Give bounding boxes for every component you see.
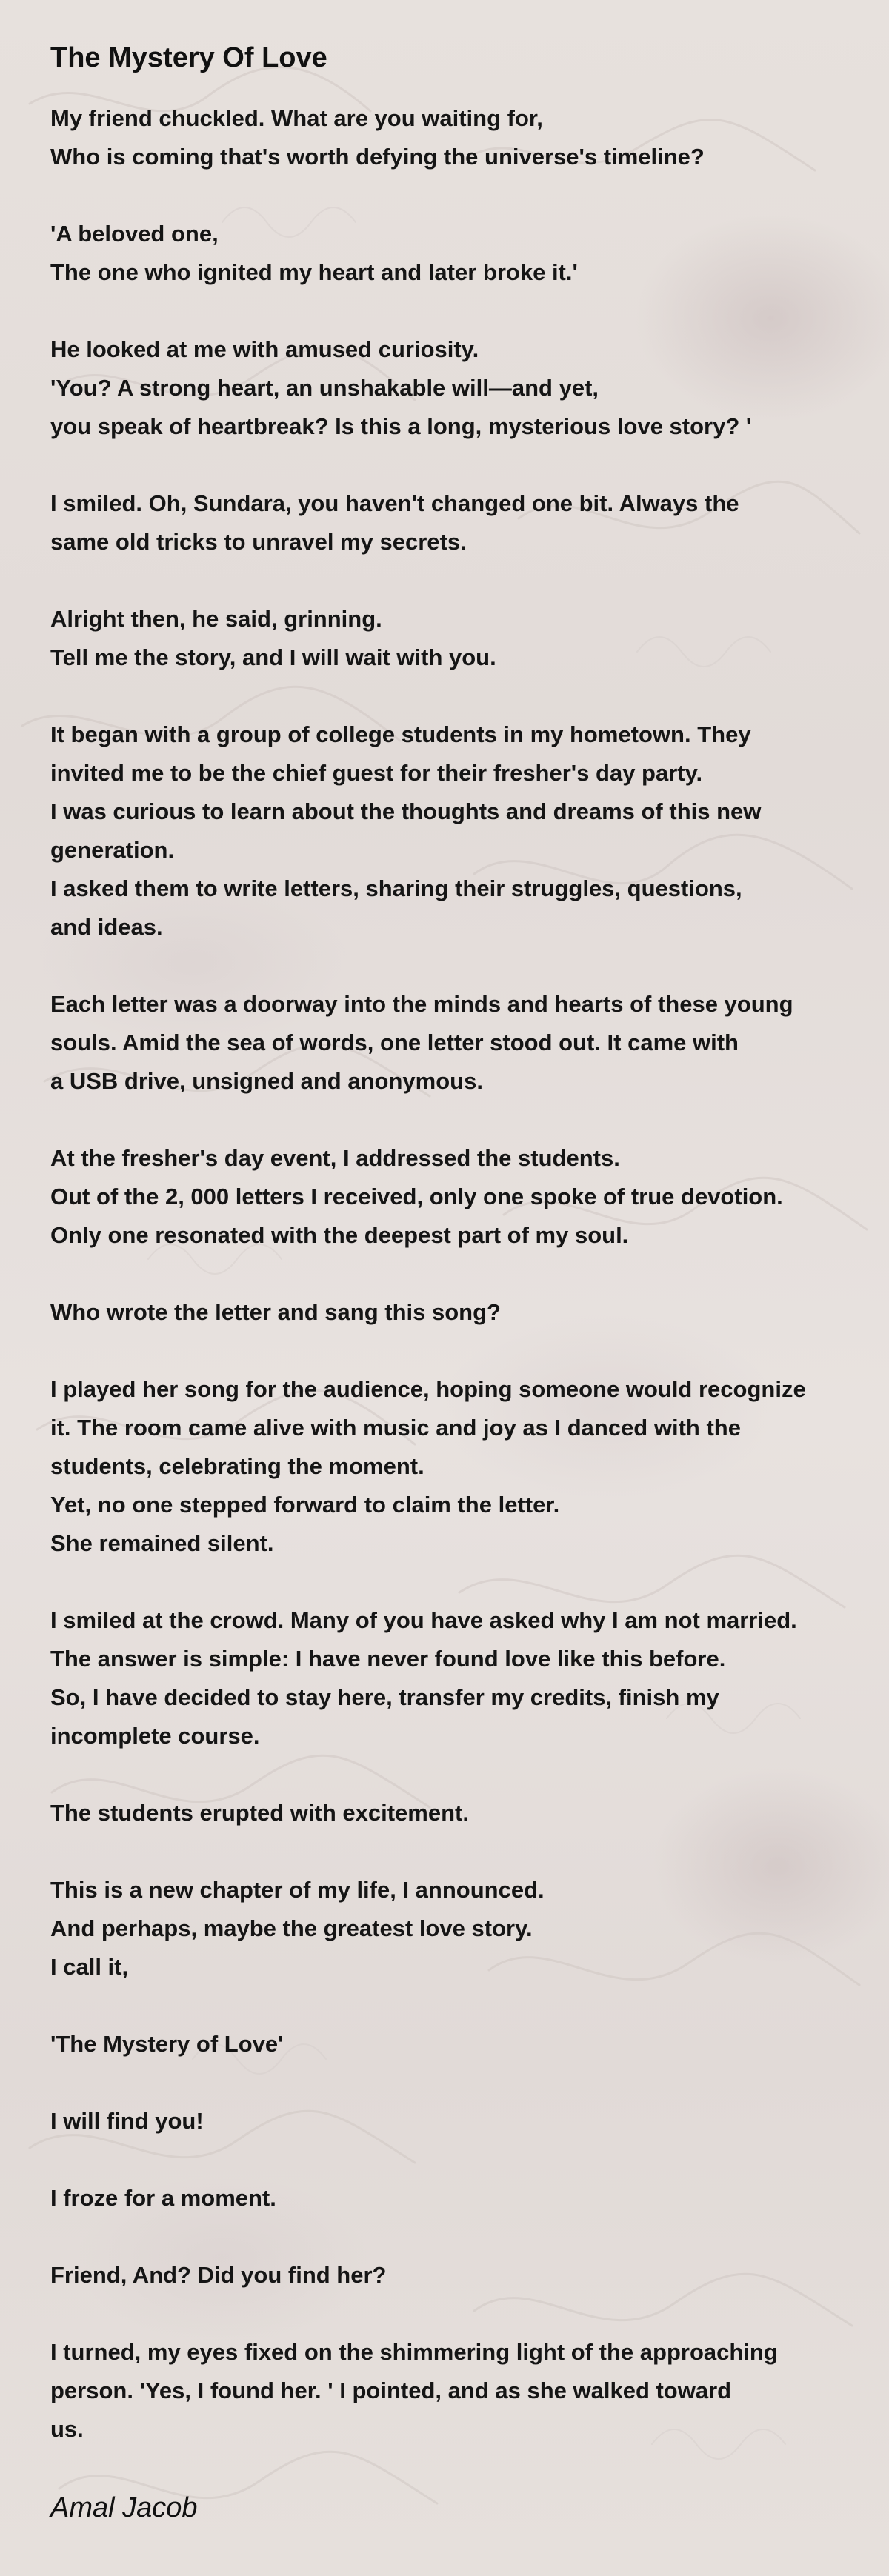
- poem-author: Amal Jacob: [50, 2492, 198, 2523]
- poem-line: Yet, no one stepped forward to claim the letter.: [50, 1492, 560, 1518]
- poem-line: The answer is simple: I have never found love like this before.: [50, 1646, 726, 1672]
- poem-line: I played her song for the audience, hoping someone would recognize: [50, 1376, 806, 1402]
- stanza: [50, 2256, 850, 2295]
- poem-line: a USB drive, unsigned and anonymous.: [50, 1068, 483, 1094]
- stanza: [50, 215, 850, 292]
- stanza: [50, 330, 850, 446]
- stanza: [50, 99, 850, 176]
- stanza: [50, 484, 850, 561]
- stanza: [50, 1794, 850, 1832]
- poem-line: generation.: [50, 837, 175, 863]
- stanza: [50, 2102, 850, 2140]
- stanza: [50, 600, 850, 677]
- poem-line: person. 'Yes, I found her. ' I pointed, and as she walked toward: [50, 2378, 732, 2403]
- poem-line: So, I have decided to stay here, transfer my credits, finish my: [50, 1684, 719, 1710]
- poem-line: Who is coming that's worth defying the universe's timeline?: [50, 144, 705, 170]
- poem-line: He looked at me with amused curiosity.: [50, 336, 479, 362]
- poem-title: The Mystery Of Love: [50, 42, 327, 73]
- poem-line: 'A beloved one,: [50, 221, 219, 247]
- poem-line: Out of the 2, 000 letters I received, only one spoke of true devotion.: [50, 1184, 783, 1209]
- poem-line: it. The room came alive with music and joy as I danced with the: [50, 1415, 741, 1441]
- poem-line: same old tricks to unravel my secrets.: [50, 529, 467, 555]
- poem-line: I call it,: [50, 1954, 129, 1980]
- stanza: [50, 985, 850, 1101]
- poem-body: [50, 99, 850, 2449]
- stanza: [50, 2333, 850, 2449]
- poem-line: incomplete course.: [50, 1723, 260, 1749]
- stanza: [50, 715, 850, 947]
- poem-line: Friend, And? Did you find her?: [50, 2262, 387, 2288]
- poem-line: Only one resonated with the deepest part of my soul.: [50, 1222, 629, 1248]
- poem-line: Alright then, he said, grinning.: [50, 606, 382, 632]
- poem-line: and ideas.: [50, 914, 163, 940]
- poem-line: students, celebrating the moment.: [50, 1453, 424, 1479]
- poem-line: It began with a group of college students in my hometown. They: [50, 721, 751, 747]
- poem-line: Tell me the story, and I will wait with you.: [50, 644, 496, 670]
- poem-line: I will find you!: [50, 2108, 204, 2134]
- poem-line: Each letter was a doorway into the minds and hearts of these young: [50, 991, 793, 1017]
- stanza: [50, 1139, 850, 1255]
- stanza: [50, 2179, 850, 2218]
- poem-line: I froze for a moment.: [50, 2185, 276, 2211]
- poem-line: I smiled. Oh, Sundara, you haven't changed one bit. Always the: [50, 490, 739, 516]
- poem-line: The students erupted with excitement.: [50, 1800, 469, 1826]
- poem-line: us.: [50, 2416, 84, 2442]
- poem-line: I turned, my eyes fixed on the shimmering light of the approaching: [50, 2339, 778, 2365]
- poem-line: I was curious to learn about the thoughts and dreams of this new: [50, 798, 762, 824]
- stanza: [50, 1370, 850, 1563]
- poem-line: At the fresher's day event, I addressed the students.: [50, 1145, 620, 1171]
- poem-line: She remained silent.: [50, 1530, 274, 1556]
- poem-line: The one who ignited my heart and later broke it.': [50, 259, 578, 285]
- stanza: [50, 1293, 850, 1332]
- stanza: [50, 1871, 850, 1986]
- stanza: [50, 1601, 850, 1755]
- poem-line: you speak of heartbreak? Is this a long, mysterious love story? ': [50, 413, 752, 439]
- poem-line: And perhaps, maybe the greatest love story.: [50, 1915, 533, 1941]
- stanza: [50, 2025, 850, 2063]
- poem-line: I smiled at the crowd. Many of you have asked why I am not married.: [50, 1607, 797, 1633]
- poem-line: My friend chuckled. What are you waiting for,: [50, 105, 543, 131]
- poem-line: Who wrote the letter and sang this song?: [50, 1299, 501, 1325]
- poem-line: souls. Amid the sea of words, one letter stood out. It came with: [50, 1030, 739, 1055]
- poem-line: I asked them to write letters, sharing their struggles, questions,: [50, 875, 742, 901]
- poem-line: This is a new chapter of my life, I announced.: [50, 1877, 545, 1903]
- poem-line: 'You? A strong heart, an unshakable will—and yet,: [50, 375, 599, 401]
- poem-line: invited me to be the chief guest for their fresher's day party.: [50, 760, 703, 786]
- poem-line: 'The Mystery of Love': [50, 2031, 284, 2057]
